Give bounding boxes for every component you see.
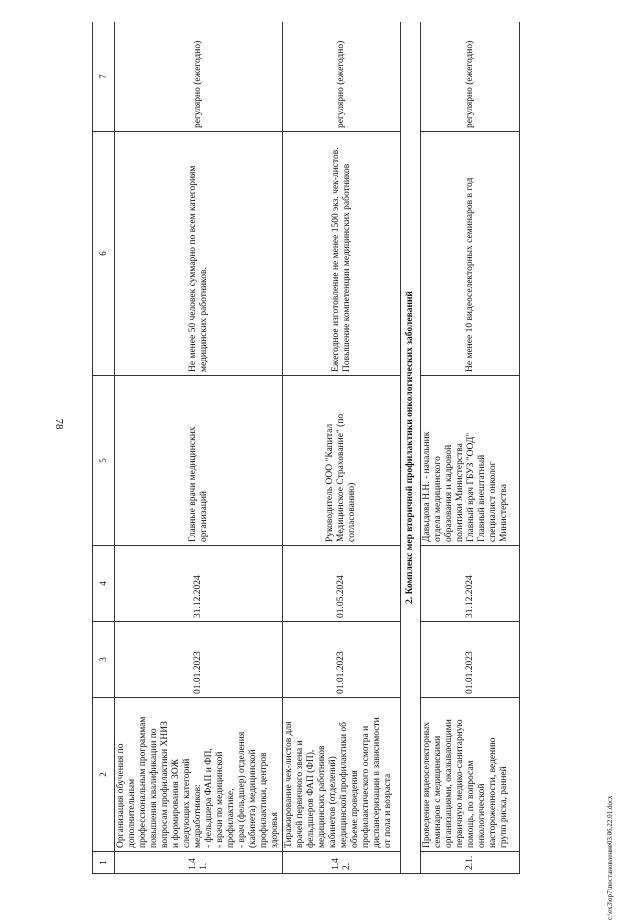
- row-end-date: 31.12.2024: [421, 546, 520, 622]
- row-action: Тиражирование чек-листов для врачей первичного звена и фельдшеров ФАП (ФП), медицинских работников кабинетов (отделений) медицинской профилактики об объеме проведения профилактического осмотра и диспансеризации в зависимости от пола и возраста: [283, 698, 401, 852]
- table-row: [421, 22, 520, 874]
- row-number: 1.41.: [115, 852, 283, 874]
- row-start-date: 01.01.2023: [421, 622, 520, 698]
- row-result: Не менее 10 видеоселекторных семинаров в год: [421, 132, 520, 376]
- row-action: Проведение видеоселекторных семинаров с медицинскими организациями, оказывающими первичную медико-санитарную помощь, по вопросам онкологической настороженности, ведению групп риска, ранней: [421, 698, 520, 852]
- row-result: Не менее 50 человек суммарно по всем категориям медицинских работников.: [115, 132, 283, 376]
- row-start-date: 01.01.2023: [115, 622, 283, 698]
- column-number-row: [93, 22, 115, 874]
- col-header-1: 1: [93, 852, 115, 874]
- row-start-date: 01.01.2023: [283, 622, 401, 698]
- row-action: Организация обучения по дополнительным профессиональным программам повышения квалификации по вопросам профилактики ХНИЗ и формирования ЗОЖ следующих категорий медработников: - фельдшера ФАП и ФП, - врачи по медицинской профилактике, - врач (фельдшер) отделения (кабинета) медицинской профилактики, центров здоровья: [115, 698, 283, 852]
- measures-table: [92, 22, 520, 874]
- col-header-5: 5: [93, 376, 115, 546]
- row-result: Ежегодное изготовление не менее 1500 экз. чек-листов. Повышение компетенции медицинских работников: [283, 132, 401, 376]
- col-header-2: 2: [93, 698, 115, 852]
- row-end-date: 01.05.2024: [283, 546, 401, 622]
- row-number: 2.1.: [421, 852, 520, 874]
- table-row: [283, 22, 401, 874]
- rotated-table-area: [92, 22, 520, 874]
- row-number: 1.42.: [283, 852, 401, 874]
- page-number: 78: [53, 418, 65, 430]
- row-responsible: Главные врачи медицинских организаций: [115, 376, 283, 546]
- rotated-table-frame: [92, 22, 520, 874]
- row-period: регулярно (ежегодно): [421, 22, 520, 132]
- section-title: 2. Комплекс мер вторичной профилактики онкологических заболеваний: [401, 22, 421, 874]
- row-period: регулярно (ежегодно): [283, 22, 401, 132]
- footer-file-path: c:\ex3\op7\постановление03.06.22.01.docx: [606, 795, 614, 920]
- row-responsible: Руководитель ООО "Капитал Медицинское Страхование" (по согласованию): [283, 376, 401, 546]
- col-header-4: 4: [93, 546, 115, 622]
- col-header-3: 3: [93, 622, 115, 698]
- col-header-6: 6: [93, 132, 115, 376]
- row-period: регулярно (ежегодно): [115, 22, 283, 132]
- row-responsible: Давыдова Н.Н. - начальник отдела медицинского образования и кадровой политики Министерства Главный врач ГБУЗ "ООД" Главный внештатный специалист онколог Министерства: [421, 376, 520, 546]
- row-end-date: 31.12.2024: [115, 546, 283, 622]
- col-header-7: 7: [93, 22, 115, 132]
- table-row: [115, 22, 283, 874]
- section-row: [401, 22, 421, 874]
